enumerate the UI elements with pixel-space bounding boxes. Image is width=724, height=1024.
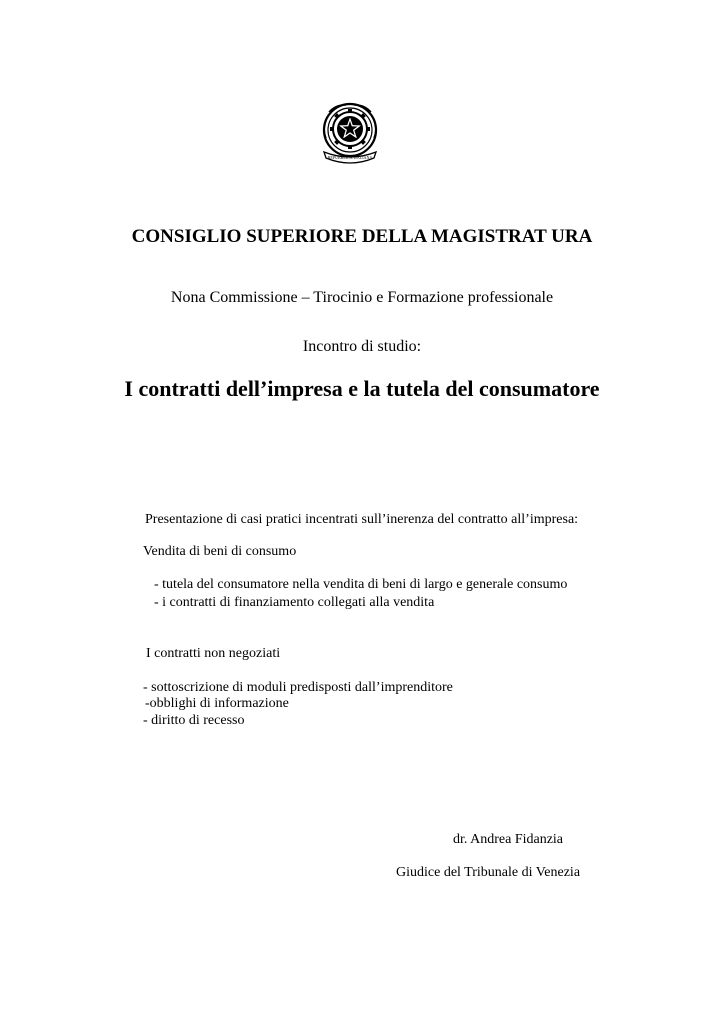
list-item: - tutela del consumatore nella vendita di beni di largo e generale consumo (154, 577, 568, 592)
list-item: - sottoscrizione di moduli predisposti dall’imprenditore (143, 680, 453, 695)
signature-role: Giudice del Tribunale di Venezia (396, 865, 581, 880)
meeting-label: Incontro di studio: (302, 338, 422, 355)
section1-heading: Vendita di beni di consumo (143, 544, 297, 559)
commission-line: Nona Commissione – Tirocinio e Formazione professionale (170, 289, 554, 306)
list-item: - i contratti di finanziamento collegati alla vendita (154, 595, 435, 610)
list-item: - diritto di recesso (143, 713, 245, 728)
intro-text: Presentazione di casi pratici incentrati sull’inerenza del contratto all’impresa: (145, 512, 579, 527)
signature-name: dr. Andrea Fidanzia (453, 832, 564, 847)
section2-heading: I contratti non negoziati (146, 646, 281, 661)
document-title: I contratti dell’impresa e la tutela del consumatore (124, 376, 600, 401)
institution-heading: CONSIGLIO SUPERIORE DELLA MAGISTRAT URA (131, 226, 593, 247)
italian-republic-emblem-icon (316, 98, 384, 166)
list-item: -obblighi di informazione (145, 696, 289, 711)
svg-text:REPUBBLICA ITALIANA: REPUBBLICA ITALIANA (327, 155, 373, 160)
